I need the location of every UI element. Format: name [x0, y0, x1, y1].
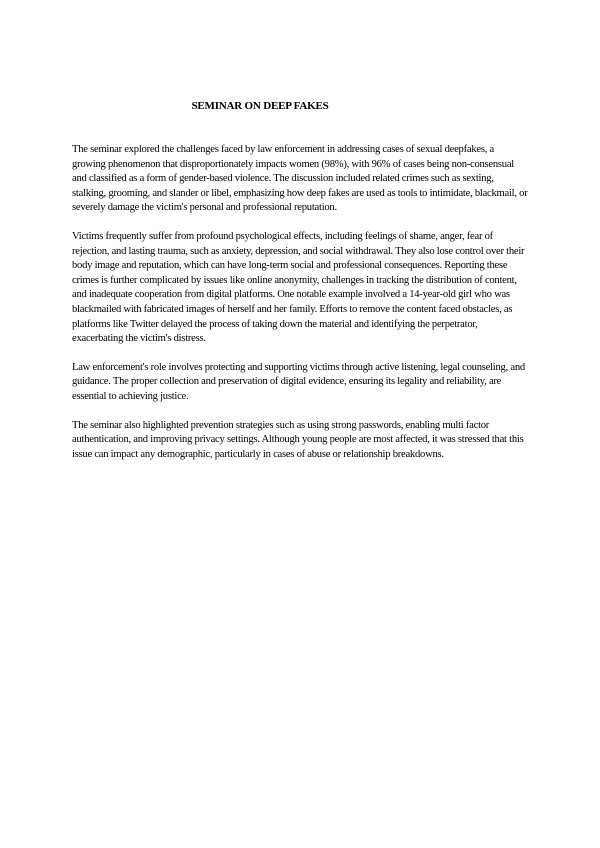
paragraph-law-enforcement-role: Law enforcement's role involves protecting and supporting victims through active listening, legal counseling, and guidance. The proper collection and preservation of digital evidence, ensuring its legality and reliability, are essential to achieving justice.	[72, 361, 525, 402]
document-title: SEMINAR ON DEEP FAKES	[191, 100, 329, 112]
paragraph-overview: The seminar explored the challenges faced by law enforcement in addressing cases of sexual deepfakes, a growing phenomenon that disproportionately impacts women (98%), with 96% of cases being non-consensual and classified as a form of gender-based violence. The discussion included related crimes such as sexting, stalking, grooming, and slander or libel, emphasizing how deep fakes are used as tools to intimidate, blackmail, or severely damage the victim's personal and professional reputation.	[72, 144, 528, 214]
document-body	[72, 143, 528, 476]
paragraph-prevention: The seminar also highlighted prevention strategies such as using strong passwords, enabling multi factor authentication, and improving privacy settings. Although young people are most affected, it was stressed that this issue can impact any demographic, particularly in cases of abuse or relationship breakdowns.	[72, 419, 524, 460]
paragraph-victim-effects: Victims frequently suffer from profound psychological effects, including feelings of shame, anger, fear of rejection, and lasting trauma, such as anxiety, depression, and social withdrawal. They also lose control over their body image and reputation, which can have long-term social and professional consequences. Reporting these crimes is further complicated by issues like online anonymity, challenges in tracking the distribution of content, and inadequate cooperation from digital platforms. One notable example involved a 14-year-old girl who was blackmailed with fabricated images of herself and her family. Efforts to remove the content faced obstacles, as platforms like Twitter delayed the process of taking down the material and identifying the perpetrator, exacerbating the victim's distress.	[72, 230, 525, 345]
